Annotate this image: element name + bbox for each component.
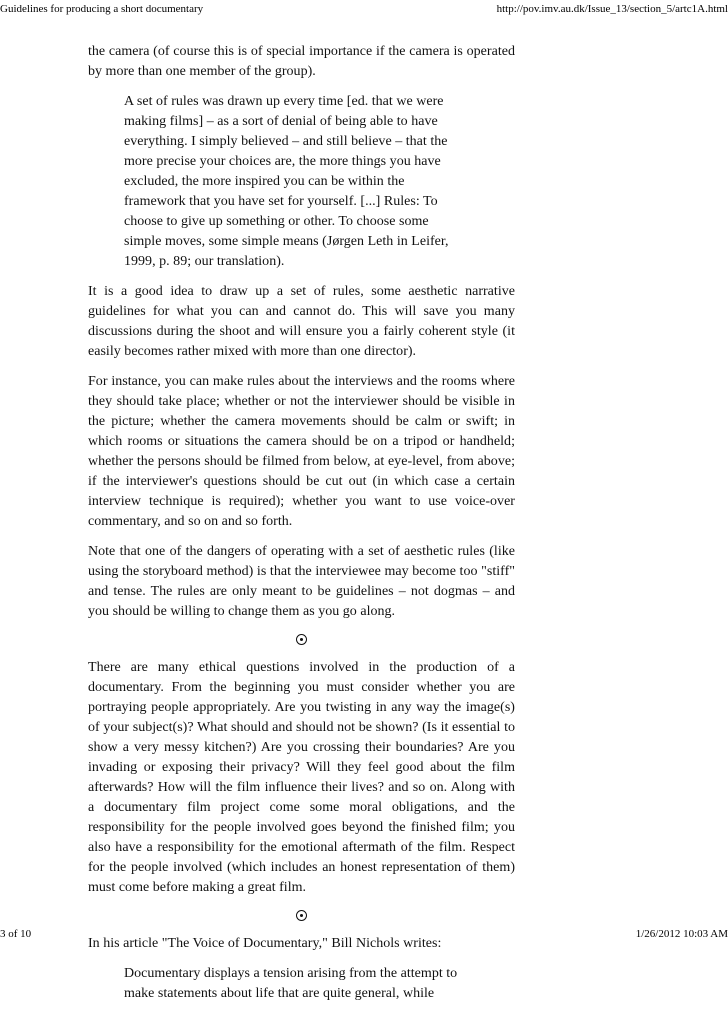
page-header <box>0 0 728 18</box>
paragraph-ethics: There are many ethical questions involved in the production of a documentary. From the beginning you must consider whether you are portraying people appropriately. Are you twisting in any way the image(s) of your subject(s)? What should and should not be shown? (Is it essential to show a very messy kitchen?) Are you crossing their boundaries? Are you invading or exposing their privacy? Will they feel good about the film afterwards? How will the film influence their lives? and so on. Along with a documentary film project come some moral obligations, and the responsibility for the people involved goes beyond the finished film; you also have a responsibility for the emotional aftermath of the film. Respect for the people involved (which includes an honest representation of them) must come before making a great film. <box>88 660 515 895</box>
section-separator <box>88 632 515 648</box>
circled-dot-icon <box>296 634 307 645</box>
circled-dot-icon <box>296 910 307 921</box>
paragraph-rules-intro: It is a good idea to draw up a set of rules, some aesthetic narrative guidelines for what you can and cannot do. This will save you many discussions during the shoot and will ensure you a fairly coherent style (it easily becomes rather mixed with more than one director). <box>88 284 515 359</box>
page-title: Guidelines for producing a short documentary <box>0 3 204 15</box>
print-timestamp: 1/26/2012 10:03 AM <box>635 928 728 940</box>
article-body <box>88 42 515 1014</box>
paragraph-camera-note: the camera (of course this is of special importance if the camera is operated by more than one member of the group). <box>88 44 515 79</box>
paragraph-nichols-intro: In his article "The Voice of Documentary," Bill Nichols writes: <box>88 936 442 951</box>
paragraph-rules-examples: For instance, you can make rules about the interviews and the rooms where they should take place; whether or not the interviewer should be visible in the picture; whether the camera movements should be calm or swift; in which rooms or situations the camera should be on a tripod or handheld; whether the persons should be filmed from below, at eye-level, from above; if the interviewer's questions should be cut out (in which case a certain interview technique is required); whether you want to use voice-over commentary, and so on and so forth. <box>88 374 515 529</box>
paragraph-rules-danger: Note that one of the dangers of operating with a set of aesthetic rules (like using the storyboard method) is that the interviewee may become too "stiff" and tense. The rules are only meant to be guidelines – not dogmas – and you should be willing to change them as you go along. <box>88 544 515 619</box>
page-url: http://pov.imv.au.dk/Issue_13/section_5/artc1A.html <box>496 3 728 15</box>
page-footer <box>0 925 728 943</box>
section-separator <box>88 908 515 924</box>
blockquote-nichols: Documentary displays a tension arising from the attempt to make statements about life that are quite general, while <box>124 966 458 1001</box>
blockquote-leth: A set of rules was drawn up every time [ed. that we were making films] – as a sort of denial of being able to have everything. I simply believed – and still believe – that the more precise your choices are, the more things you have excluded, the more inspired you can be within the framework that you have set for yourself. [...] Rules: To choose to give up something or other. To choose some simple moves, some simple means (Jørgen Leth in Leifer, 1999, p. 89; our translation). <box>124 94 449 269</box>
page-number: 3 of 10 <box>0 928 32 940</box>
